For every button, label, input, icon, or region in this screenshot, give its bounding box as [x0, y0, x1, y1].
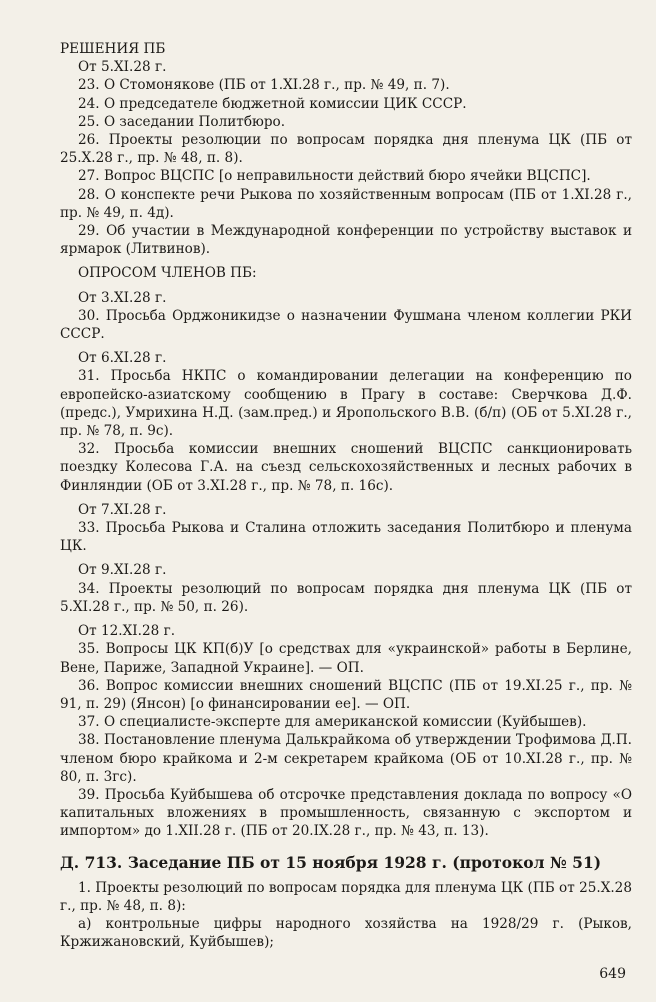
list-item: 1. Проекты резолюций по вопросам порядка для пленума ЦК (ПБ от 25.X.28 г., пр. № 48, п. 8):	[60, 879, 632, 914]
date-line: От 12.XI.28 г.	[78, 623, 176, 640]
date-line: От 9.XI.28 г.	[78, 562, 167, 579]
list-item: 29. Об участии в Международной конференции по устройству выставок и ярмарок (Литвинов).	[60, 223, 632, 258]
document-page	[60, 40, 632, 951]
page-number: 649	[599, 966, 626, 982]
list-item: 38. Постановление пленума Далькрайкома об утверждении Трофимова Д.П. членом бюро крайкома и 2-м секретарем крайкома (ОБ от 10.XI.28 г., пр. № 80, п. 3гс).	[60, 732, 632, 785]
list-item: 27. Вопрос ВЦСПС [о неправильности действий бюро ячейки ВЦСПС].	[78, 168, 591, 185]
list-item: 39. Просьба Куйбышева об отсрочке представления доклада по вопросу «О капитальных вложениях в промышленность, связанную с экспортом и импортом» до 1.XII.28 г. (ПБ от 20.IX.28 г., пр. № 43, п. 13).	[60, 786, 632, 840]
list-item: 23. О Стомонякове (ПБ от 1.XI.28 г., пр. № 49, п. 7).	[78, 77, 450, 94]
list-item: 33. Просьба Рыкова и Сталина отложить заседания Политбюро и пленума ЦК.	[60, 520, 632, 555]
list-item: а) контрольные цифры народного хозяйства на 1928/29 г. (Рыков, Кржижановский, Куйбышев);	[60, 915, 632, 951]
date-line: От 5.XI.28 г.	[78, 59, 167, 76]
list-item: 37. О специалисте-эксперте для американской комиссии (Куйбышев).	[78, 714, 587, 731]
session-heading: Д. 713. Заседание ПБ от 15 ноября 1928 г. (протокол № 51)	[60, 852, 602, 872]
list-item: 26. Проекты резолюции по вопросам порядка дня пленума ЦК (ПБ от 25.X.28 г., пр. № 48, п. 8).	[60, 132, 632, 167]
list-item: 31. Просьба НКПС о командировании делегации на конференцию по европейско-азиатскому сообщению в Прагу в составе: Сверчкова Д.Ф. (предс.), Умрихина Н.Д. (зам.пред.) и Яропольского В.В. (б/п) (ОБ от 5.XI.28 г., пр. № 78, п. 9с).	[60, 368, 632, 440]
list-item: 35. Вопросы ЦК КП(б)У [о средствах для «украинской» работы в Берлине, Вене, Париже, Западной Украине]. — ОП.	[60, 641, 632, 676]
poll-header: ОПРОСОМ ЧЛЕНОВ ПБ:	[78, 265, 257, 282]
list-item: 28. О конспекте речи Рыкова по хозяйственным вопросам (ПБ от 1.XI.28 г., пр. № 49, п. 4д).	[60, 186, 632, 221]
date-line: От 7.XI.28 г.	[78, 501, 167, 518]
section-title: РЕШЕНИЯ ПБ	[60, 41, 166, 57]
date-line: От 3.XI.28 г.	[78, 289, 167, 306]
list-item: 32. Просьба комиссии внешних сношений ВЦСПС санкционировать поездку Колесова Г.А. на съезд сельскохозяйственных и лесных рабочих в Финляндии (ОБ от 3.XI.28 г., пр. № 78, п. 16с).	[60, 441, 632, 494]
list-item: 25. О заседании Политбюро.	[78, 113, 286, 130]
list-item: 36. Вопрос комиссии внешних сношений ВЦСПС (ПБ от 19.XI.25 г., пр. № 91, п. 29) (Янсон) [о финансировании ее]. — ОП.	[60, 677, 632, 712]
list-item: 24. О председателе бюджетной комиссии ЦИК СССР.	[78, 95, 467, 112]
date-line: От 6.XI.28 г.	[78, 350, 167, 367]
list-item: 30. Просьба Орджоникидзе о назначении Фушмана членом коллегии РКИ СССР.	[60, 307, 632, 343]
list-item: 34. Проекты резолюций по вопросам порядка дня пленума ЦК (ПБ от 5.XI.28 г., пр. № 50, п. 26).	[60, 580, 632, 615]
